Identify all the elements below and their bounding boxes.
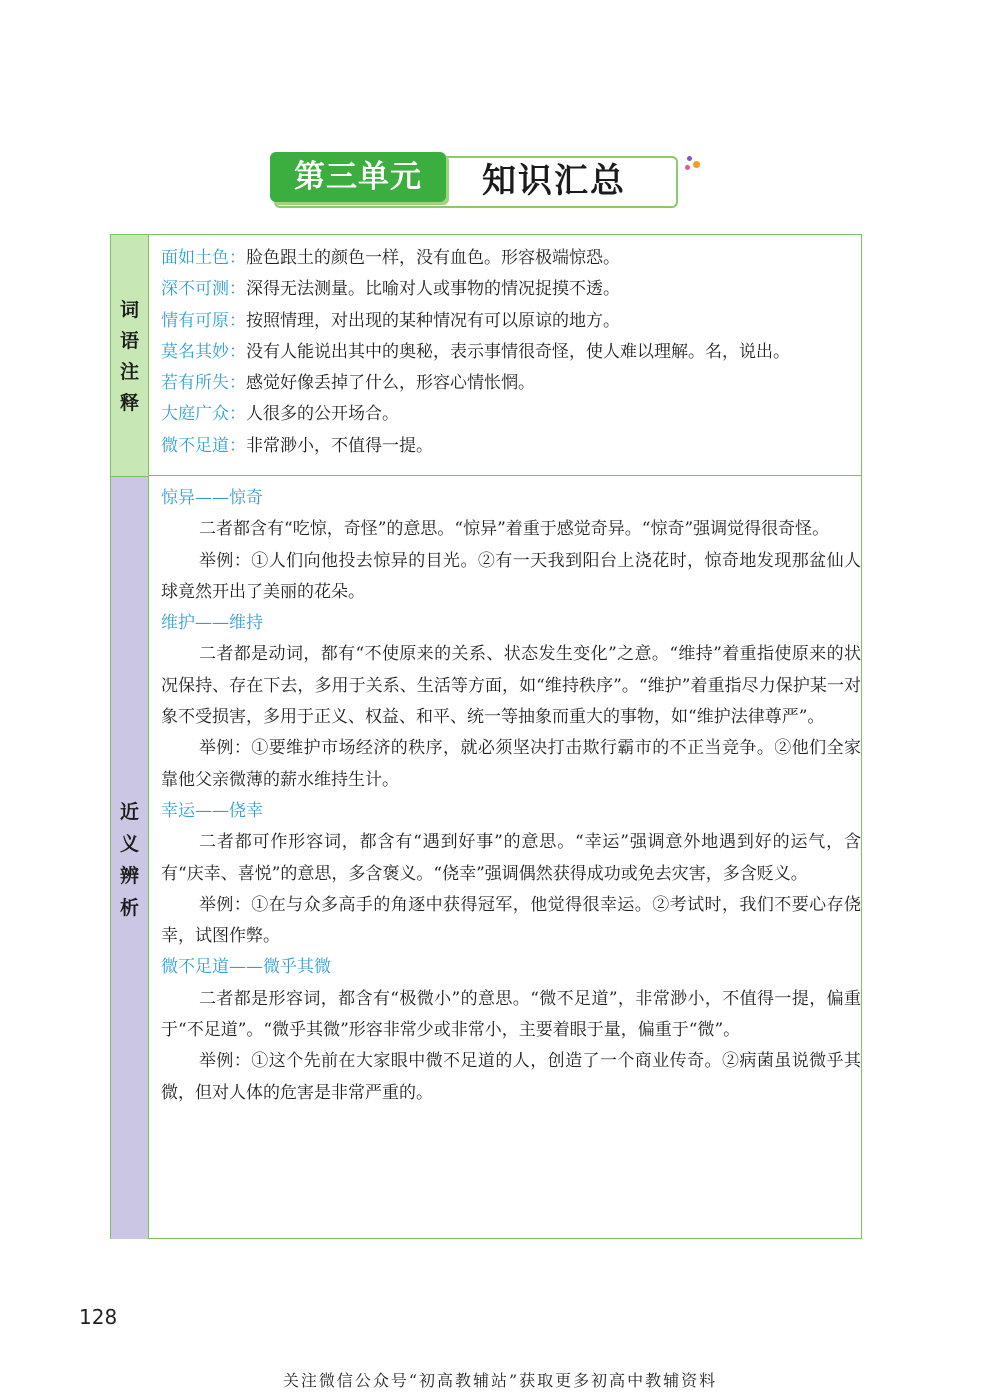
decorative-dots-icon: [685, 156, 705, 176]
vocab-term: 面如土色：: [161, 248, 246, 268]
vocab-entry: [161, 337, 861, 368]
section-title: 知识汇总: [482, 161, 626, 201]
vocab-label-char: 词: [119, 299, 139, 321]
unit-title: 第三单元: [270, 152, 446, 202]
synonym-example: 举例：①要维护市场经济的秩序，就必须坚决打击欺行霸市的不正当竞争。②他们全家靠他父亲微薄的薪水维持生计。: [161, 738, 861, 790]
vocab-definition: 感觉好像丢掉了什么，形容心情怅惘。: [246, 373, 535, 394]
vocab-entry: [161, 306, 861, 337]
synonym-explanation: 二者都是形容词，都含有“极微小”的意思。“微不足道”，非常渺小，不值得一提，偏重于“不足道”。“微乎其微”形容非常少或非常小，主要着眼于量，偏重于“微”。: [161, 988, 861, 1041]
vocab-label-char: 语: [119, 330, 139, 352]
synonym-example: 举例：①在与众多高手的角逐中获得冠军，他觉得很幸运。②考试时，我们不要心存侥幸，试图作弊。: [161, 894, 861, 947]
vocab-term: 情有可原：: [161, 310, 246, 331]
vocab-term: 微不足道：: [161, 435, 246, 456]
synonym-label-char: 近: [119, 801, 139, 823]
knowledge-table: [110, 234, 862, 1239]
synonym-side-label: [111, 476, 149, 1239]
synonym-heading: 微不足道——微乎其微: [161, 957, 331, 978]
vocab-label-char: 注: [119, 361, 139, 383]
synonym-example: 举例：①人们向他投去惊异的目光。②有一天我到阳台上浇花时，惊奇地发现那盆仙人球竟然开出了美丽的花朵。: [161, 550, 861, 602]
synonym-label-char: 辨: [119, 865, 139, 887]
vocab-definition: 人很多的公开场合。: [246, 404, 399, 425]
vocab-side-label: [111, 235, 149, 476]
synonym-label-char: 义: [119, 833, 139, 855]
vocab-definition: 没有人能说出其中的奥秘，表示事情很奇怪，使人难以理解。名，说出。: [246, 341, 790, 362]
synonym-example: 举例：①这个先前在大家眼中微不足道的人，创造了一个商业传奇。②病菌虽说微乎其微，但对人体的危害是非常严重的。: [161, 1051, 861, 1103]
vocab-definition: 按照情理，对出现的某种情况有可以原谅的地方。: [246, 310, 620, 331]
vocab-term: 大庭广众：: [161, 404, 246, 425]
vocab-definition: 非常渺小，不值得一提。: [246, 435, 433, 456]
vocab-entry: [161, 368, 861, 399]
vocab-entry: [161, 274, 861, 305]
page-number: 128: [79, 1305, 118, 1329]
vocab-entry: [161, 243, 861, 274]
vocab-entry: [161, 399, 861, 430]
vocab-term: 若有所失：: [161, 373, 246, 394]
synonym-explanation: 二者都含有“吃惊，奇怪”的意思。“惊异”着重于感觉奇异。“惊奇”强调觉得很奇怪。: [199, 519, 830, 540]
vocab-entry: [161, 431, 861, 462]
section-divider: [149, 475, 861, 476]
synonym-heading: 惊异——惊奇: [161, 488, 263, 508]
synonym-label-char: 析: [119, 897, 139, 919]
vocab-label-char: 释: [119, 392, 139, 414]
synonym-content: [161, 483, 861, 1109]
orange-dot-icon: [693, 161, 700, 168]
synonym-heading: 幸运——侥幸: [161, 800, 263, 821]
synonym-explanation: 二者都可作形容词，都含有“遇到好事”的意思。“幸运”强调意外地遇到好的运气，含有“庆幸、喜悦”的意思，多含褒义。“侥幸”强调偶然获得成功或免去灾害，多含贬义。: [161, 832, 861, 884]
synonym-explanation: 二者都是动词，都有“不使原来的关系、状态发生变化”之意。“维持”着重指使原来的状况保持、存在下去，多用于关系、生活等方面，如“维持秩序”。“维护”着重指尽力保护某一对象不受损害，多用于正义、权益、和平、统一等抽象而重大的事物，如“维护法律尊严”。: [161, 644, 861, 728]
vocab-term: 莫名其妙：: [161, 341, 246, 362]
purple-dot-icon: [687, 156, 692, 161]
footer-note: 关注微信公众号“初高教辅站”获取更多初高中教辅资料: [282, 1371, 718, 1390]
vocab-content: [161, 243, 861, 462]
vocab-definition: 深得无法测量。比喻对人或事物的情况捉摸不透。: [246, 279, 620, 300]
title-banner: [270, 152, 680, 208]
vocab-definition: 脸色跟土的颜色一样，没有血色。形容极端惊恐。: [246, 248, 620, 268]
pink-dot-icon: [685, 165, 690, 170]
synonym-heading: 维护——维持: [161, 613, 263, 634]
vocab-term: 深不可测：: [161, 279, 246, 300]
